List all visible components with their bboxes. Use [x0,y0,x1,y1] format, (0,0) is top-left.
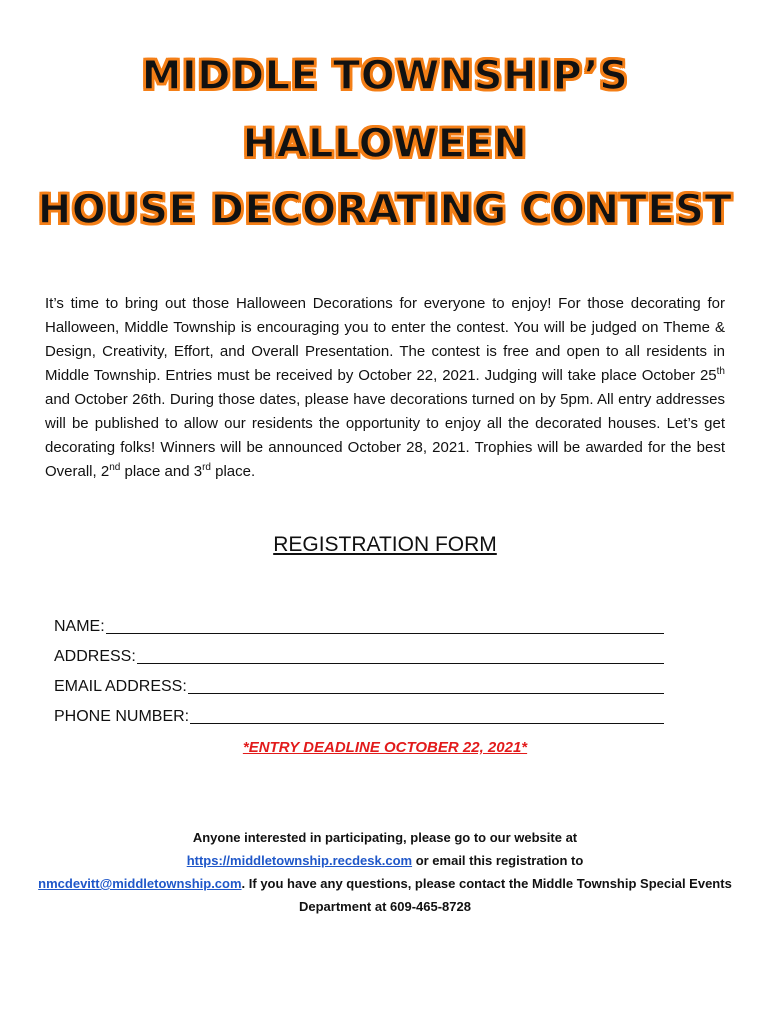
title-line-1: MIDDLE TOWNSHIP’S [141,53,629,99]
phone-line[interactable] [190,722,664,724]
address-line[interactable] [137,662,664,664]
email-line[interactable] [188,692,664,694]
contact-text-2: or email this registration to [412,853,584,868]
intro-text-3: place and 3 [120,463,203,480]
title-line-2: HALLOWEEN [242,121,528,167]
name-field[interactable] [54,610,664,640]
intro-text-2: and October 26th. During those dates, please have decorations turned on by 5pm. All entry addresses will be published to allow our residents the opportunity to enjoy all the decorated houses. Let’s get decorating folks! Winners will be announced October 28, 2021. Trophies will be awarded for the best Overall, 2 [45,391,725,480]
phone-field[interactable] [54,700,664,730]
intro-sup-2: nd [109,462,121,473]
registration-fields [54,610,664,730]
intro-text-1: It’s time to bring out those Halloween Decorations for everyone to enjoy! For those decorating for Halloween, Middle Township is encouraging you to enter the contest. You will be judged on Theme & Design, Creativity, Effort, and Overall Presentation. The contest is free and open to all residents in Middle Township. Entries must be received by October 22, 2021. Judging will take place October 25 [45,295,725,384]
name-label: NAME: [54,618,105,635]
name-line[interactable] [106,632,664,634]
intro-sup-1: th [716,366,725,377]
title-line-3: HOUSE DECORATING CONTEST [37,187,733,233]
website-link[interactable]: https://middletownship.recdesk.com [186,853,413,868]
address-label: ADDRESS: [54,648,136,665]
email-link[interactable]: nmcdevitt@middletownship.com [38,876,242,891]
contact-paragraph [30,826,740,918]
contact-text-1: Anyone interested in participating, please go to our website at [192,830,578,845]
intro-sup-3: rd [202,462,211,473]
intro-text-4: place. [210,463,256,480]
intro-paragraph [45,292,725,484]
address-field[interactable] [54,640,664,670]
phone-label: PHONE NUMBER: [54,708,190,725]
entry-deadline: *ENTRY DEADLINE OCTOBER 22, 2021* [242,739,528,756]
registration-form-heading: REGISTRATION FORM [273,533,497,556]
contact-text-3: . If you have any questions, please contact the Middle Township Special Events Department at 609-465-8728 [241,876,732,914]
contest-title [0,52,770,234]
email-label: EMAIL ADDRESS: [54,678,187,695]
email-field[interactable] [54,670,664,700]
